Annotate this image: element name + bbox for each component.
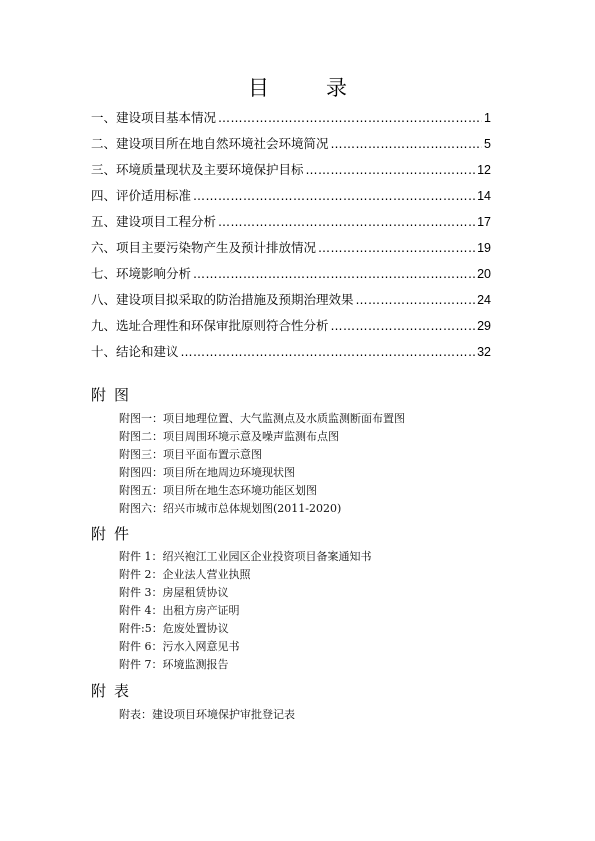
toc-leader-dots	[331, 137, 483, 151]
toc-entry[interactable]	[91, 264, 491, 290]
toc-entry[interactable]	[91, 108, 491, 134]
attachments-heading: 附件	[91, 525, 138, 543]
toc-entry-label: 二、建设项目所在地自然环境社会环境简况	[91, 136, 329, 151]
toc-entry-label: 九、选址合理性和环保审批原则符合性分析	[91, 318, 329, 333]
table-of-contents	[91, 108, 491, 368]
toc-entry[interactable]	[91, 212, 491, 238]
attachment-item[interactable]: 附件 7：环境监测报告	[119, 658, 229, 671]
toc-entry-label: 四、评价适用标准	[91, 188, 192, 203]
toc-entry-page: 12	[477, 163, 491, 177]
toc-entry-page: 14	[477, 189, 491, 203]
toc-leader-dots	[218, 111, 482, 125]
toc-entry-label: 五、建设项目工程分析	[91, 214, 217, 229]
toc-entry-page: 24	[477, 293, 491, 307]
toc-leader-dots	[318, 241, 475, 255]
attachment-item[interactable]: 附件 3：房屋租赁协议	[119, 586, 229, 599]
toc-entry-page: 1	[484, 111, 491, 125]
figure-item[interactable]: 附图四：项目所在地周边环境现状图	[119, 466, 295, 479]
toc-entry-page: 29	[477, 319, 491, 333]
tables-list	[119, 706, 295, 724]
toc-leader-dots	[218, 215, 475, 229]
toc-entry-label: 八、建设项目拟采取的防治措施及预期治理效果	[91, 292, 354, 307]
toc-entry-page: 20	[477, 267, 491, 281]
attachment-item[interactable]: 附件 2：企业法人营业执照	[119, 568, 251, 581]
toc-entry-page: 19	[477, 241, 491, 255]
toc-leader-dots	[356, 293, 476, 307]
page-title: 目 录	[248, 76, 365, 100]
figure-item[interactable]: 附图三：项目平面布置示意图	[119, 448, 262, 461]
table-item[interactable]: 附表：建设项目环境保护审批登记表	[119, 708, 295, 721]
attachment-item[interactable]: 附件 6：污水入网意见书	[119, 640, 240, 653]
toc-entry-page: 32	[477, 345, 491, 359]
attachment-item[interactable]: 附件 1：绍兴袍江工业园区企业投资项目备案通知书	[119, 550, 372, 563]
figure-item[interactable]: 附图五：项目所在地生态环境功能区划图	[119, 484, 317, 497]
toc-leader-dots	[306, 163, 476, 177]
attachments-list	[119, 548, 372, 674]
toc-entry-label: 一、建设项目基本情况	[91, 110, 217, 125]
figure-item[interactable]: 附图六：绍兴市城市总体规划图(2011-2020)	[119, 502, 342, 515]
toc-entry[interactable]	[91, 160, 491, 186]
attachment-item[interactable]: 附件:5：危废处置协议	[119, 622, 229, 635]
toc-entry[interactable]	[91, 238, 491, 264]
toc-entry-page: 17	[477, 215, 491, 229]
toc-leader-dots	[181, 345, 476, 359]
figure-item[interactable]: 附图二：项目周围环境示意及噪声监测布点图	[119, 430, 339, 443]
toc-leader-dots	[193, 189, 475, 203]
toc-entry[interactable]	[91, 342, 491, 368]
toc-entry-label: 三、环境质量现状及主要环境保护目标	[91, 162, 304, 177]
figure-item[interactable]: 附图一：项目地理位置、大气监测点及水质监测断面布置图	[119, 412, 405, 425]
toc-entry-page: 5	[484, 137, 491, 151]
attachment-item[interactable]: 附件 4：出租方房产证明	[119, 604, 240, 617]
figures-heading: 附图	[91, 386, 138, 404]
figures-list	[119, 410, 405, 518]
toc-leader-dots	[193, 267, 475, 281]
toc-entry-label: 十、结论和建议	[91, 344, 179, 359]
toc-entry-label: 七、环境影响分析	[91, 266, 192, 281]
toc-entry-label: 六、项目主要污染物产生及预计排放情况	[91, 240, 317, 255]
toc-entry[interactable]	[91, 290, 491, 316]
toc-entry[interactable]	[91, 186, 491, 212]
tables-heading: 附表	[91, 682, 138, 700]
toc-entry[interactable]	[91, 316, 491, 342]
toc-leader-dots	[331, 319, 476, 333]
toc-entry[interactable]	[91, 134, 491, 160]
